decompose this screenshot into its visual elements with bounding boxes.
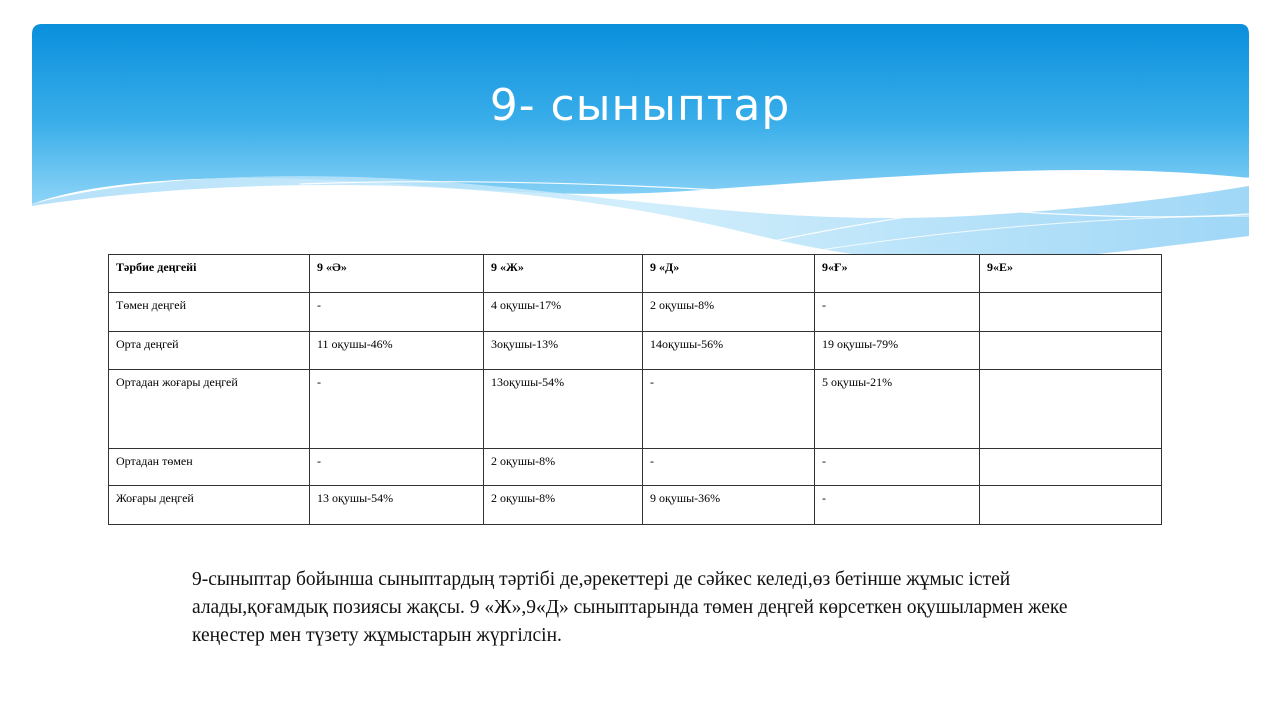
table-cell [980, 293, 1162, 332]
table-cell: Ортадан төмен [109, 449, 310, 486]
table-header-cell: Тәрбие деңгейі [109, 255, 310, 293]
education-level-table [108, 254, 1162, 525]
table-header-cell: 9 «Д» [643, 255, 815, 293]
table-cell: 19 оқушы-79% [815, 332, 980, 370]
table-cell: 11 оқушы-46% [310, 332, 484, 370]
table-cell: 14оқушы-56% [643, 332, 815, 370]
table-header-cell: 9«Ғ» [815, 255, 980, 293]
table-cell: 4 оқушы-17% [484, 293, 643, 332]
table-row [109, 449, 1162, 486]
table-cell: - [815, 293, 980, 332]
table-cell: Ортадан жоғары деңгей [109, 370, 310, 449]
table-row [109, 486, 1162, 525]
table-cell [980, 370, 1162, 449]
table-cell: 3оқушы-13% [484, 332, 643, 370]
table-cell: 2 оқушы-8% [643, 293, 815, 332]
table-header-cell: 9«Е» [980, 255, 1162, 293]
table-row [109, 370, 1162, 449]
table-cell: 13 оқушы-54% [310, 486, 484, 525]
table-cell: 9 оқушы-36% [643, 486, 815, 525]
table-cell: - [310, 370, 484, 449]
table-cell: 13оқушы-54% [484, 370, 643, 449]
table-cell: 5 оқушы-21% [815, 370, 980, 449]
table-cell: Орта деңгей [109, 332, 310, 370]
table-cell [980, 332, 1162, 370]
table-cell: 2 оқушы-8% [484, 486, 643, 525]
table-cell [980, 486, 1162, 525]
table-cell: - [643, 449, 815, 486]
table-cell: - [310, 293, 484, 332]
slide-title: 9- сыныптар [489, 80, 791, 131]
summary-paragraph: 9-сыныптар бойынша сыныптардың тәртібі де,әрекеттері де сәйкес келеді,өз бетінше жұмыс істей алады,қоғамдық позиясы жақсы. 9 «Ж»,9«Д» сыныптарында төмен деңгей көрсеткен оқушылармен жеке кеңестер мен түзету жұмыстарын жүргілсін. [192, 569, 1068, 646]
table-cell: - [310, 449, 484, 486]
table-row [109, 293, 1162, 332]
table-header-cell: 9 «Ә» [310, 255, 484, 293]
table-cell: - [815, 449, 980, 486]
table-row [109, 332, 1162, 370]
table-cell: - [815, 486, 980, 525]
table-header-row [109, 255, 1162, 293]
table-cell: - [643, 370, 815, 449]
table-cell: Жоғары деңгей [109, 486, 310, 525]
table-header-cell: 9 «Ж» [484, 255, 643, 293]
table-cell: Төмен деңгей [109, 293, 310, 332]
table-cell [980, 449, 1162, 486]
table-cell: 2 оқушы-8% [484, 449, 643, 486]
